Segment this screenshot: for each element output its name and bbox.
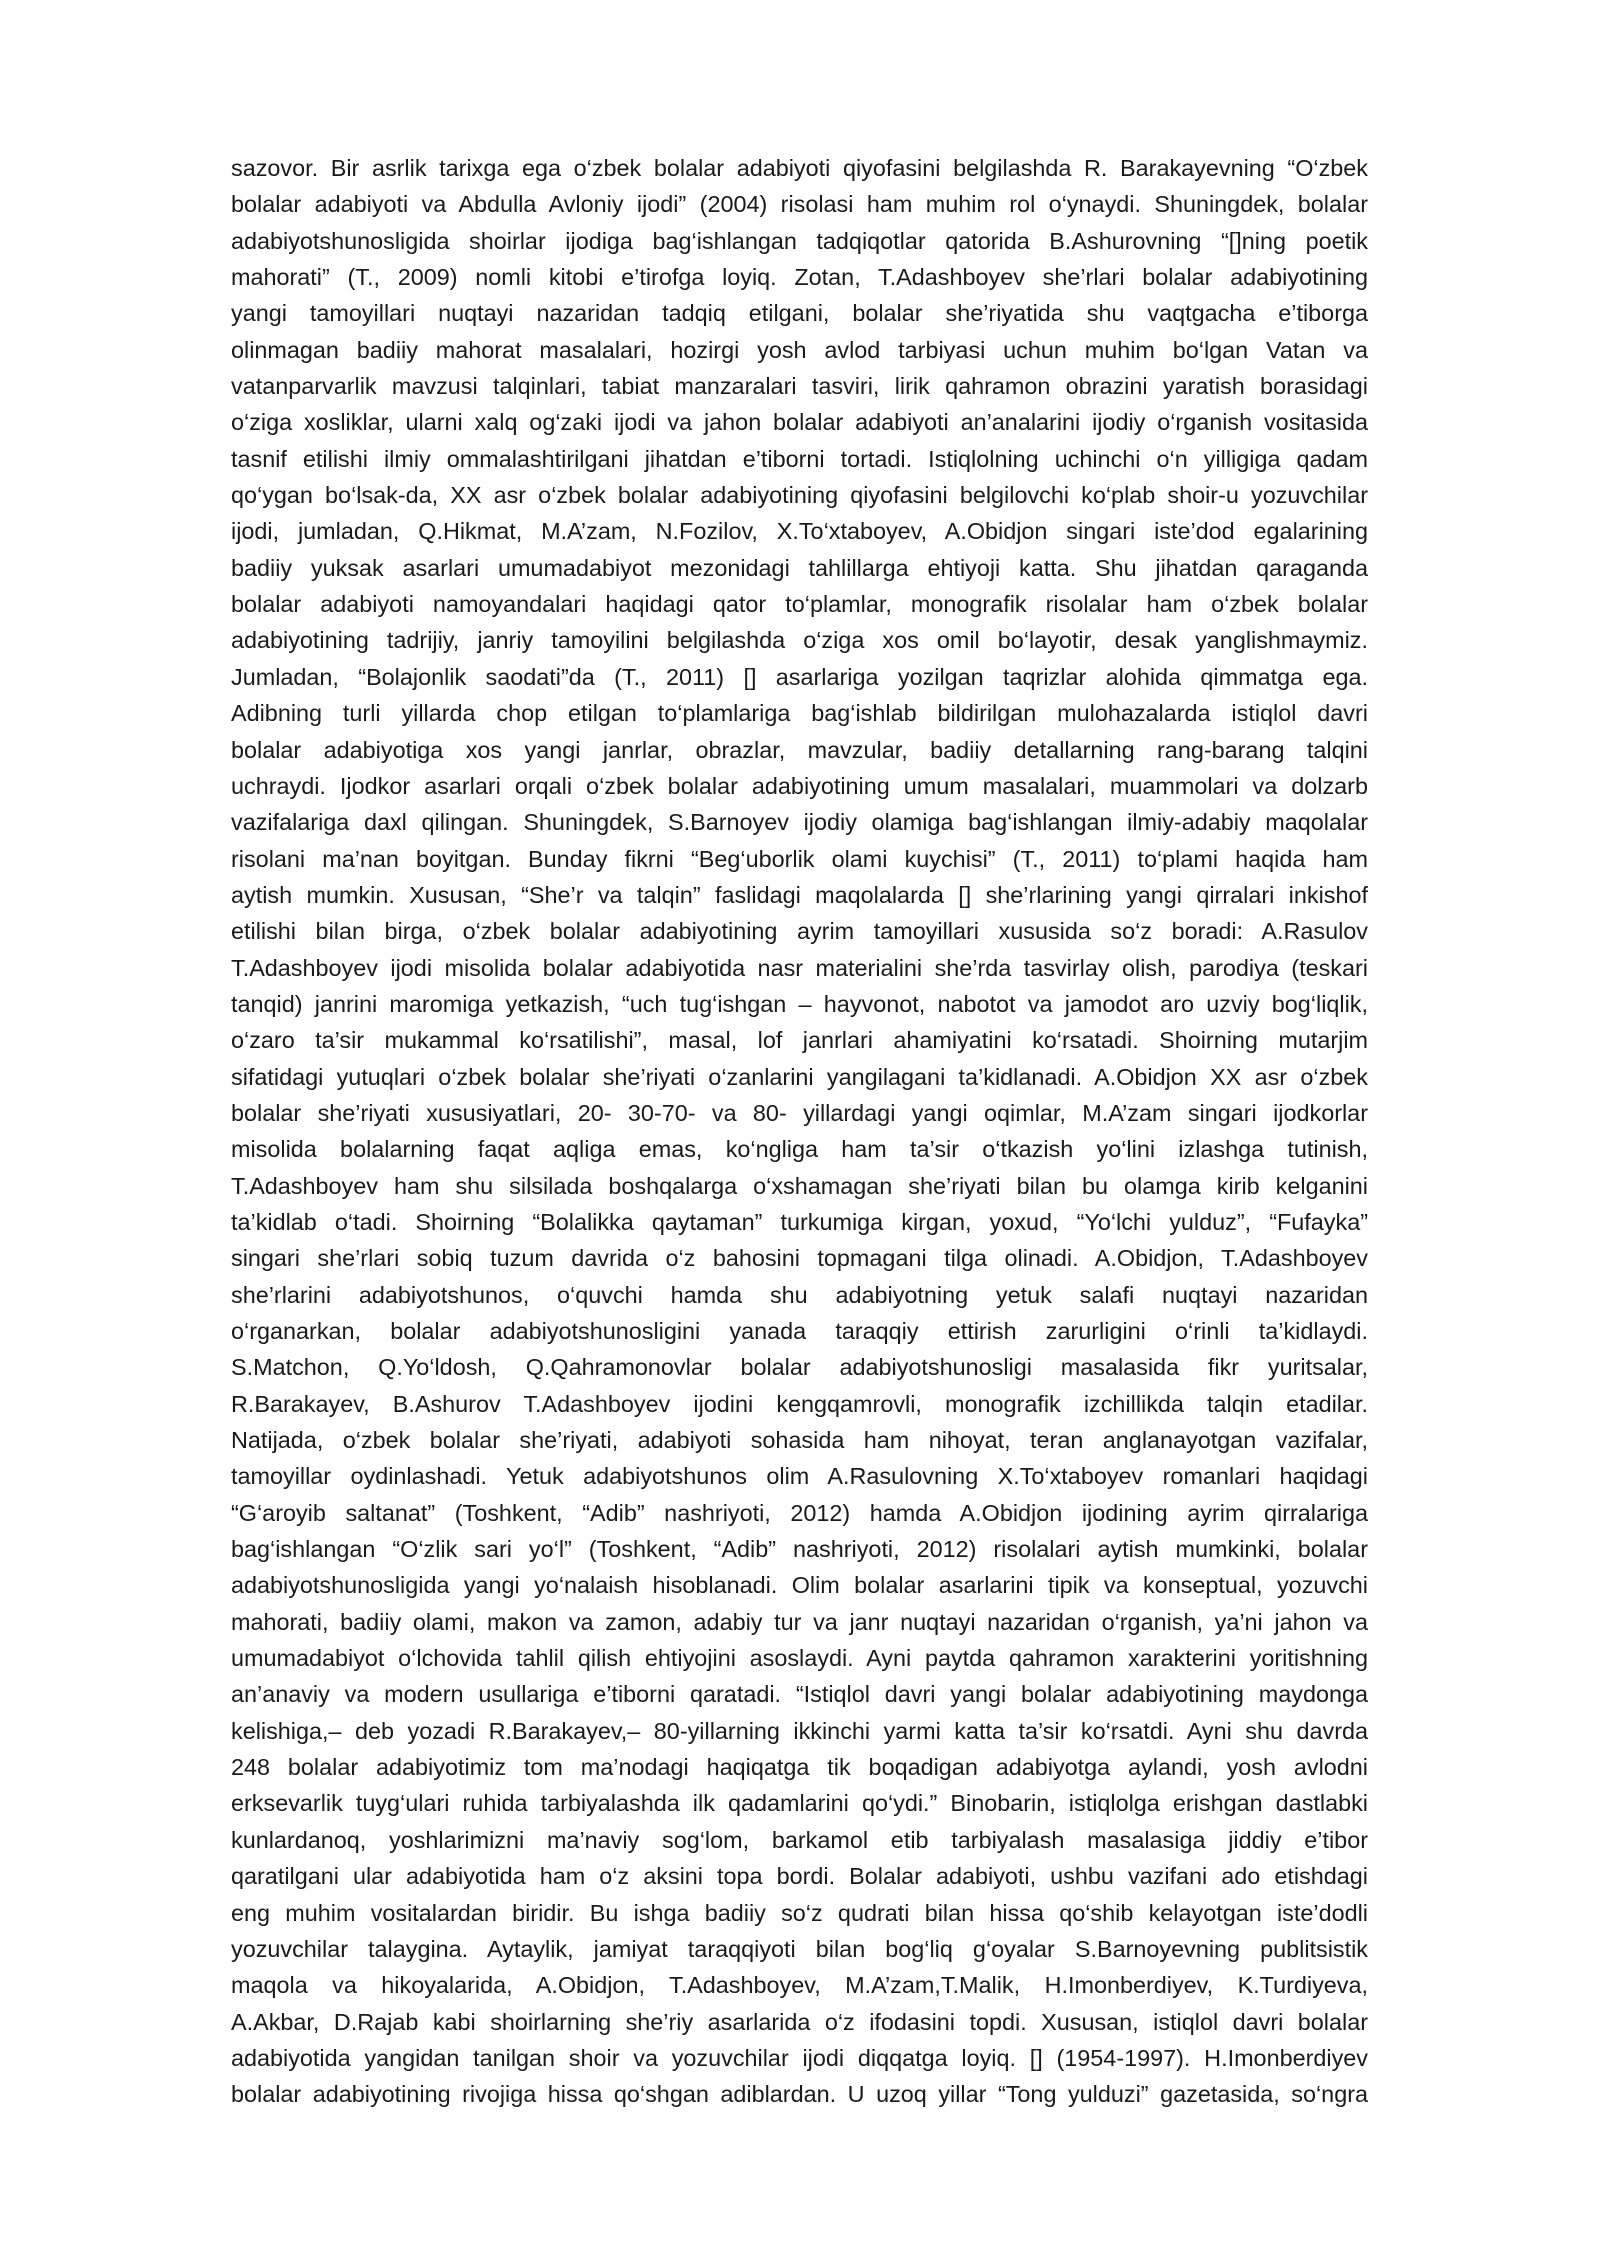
text-line: bag‘ishlangan “O‘zlik sari yo‘l” (Toshkent, “Adib” nashriyoti, 2012) risolalari aytish mumkinki, bolalar xyxy=(231,1536,1368,1563)
text-line: o‘zaro ta’sir mukammal ko‘rsatilishi”, masal, lof janrlari ahamiyatini ko‘rsatadi. Shoirning mutarjim xyxy=(231,1027,1368,1054)
text-line: A.Akbar, D.Rajab kabi shoirlarning she’riy asarlarida o‘z ifodasini topdi. Xususan, istiqlol davri bolalar xyxy=(231,2008,1368,2035)
text-line: singari she’rlari sobiq tuzum davrida o‘z bahosini topmagani tilga olinadi. A.Obidjon, T.Adashboyev xyxy=(231,1245,1368,1272)
text-line: bolalar adabiyotining rivojiga hissa qo‘shgan adiblardan. U uzoq yillar “Tong yulduzi” gazetasida, so‘ngra xyxy=(231,2081,1368,2108)
text-line: yozuvchilar talaygina. Aytaylik, jamiyat taraqqiyoti bilan bog‘liq g‘oyalar S.Barnoyevning publitsistik xyxy=(231,1935,1368,1962)
text-line: bolalar adabiyoti namoyandalari haqidagi qator to‘plamlar, monografik risolalar ham o‘zbek bolalar xyxy=(231,591,1368,618)
text-line: erksevarlik tuyg‘ulari ruhida tarbiyalashda ilk qadamlarini qo‘ydi.” Binobarin, istiqlolga erishgan dastlabki xyxy=(231,1790,1368,1817)
text-line: umumadabiyot o‘lchovida tahlil qilish ehtiyojini asoslaydi. Ayni paytda qahramon xarakterini yoritishning xyxy=(231,1645,1368,1672)
text-line: Natijada, o‘zbek bolalar she’riyati, adabiyoti sohasida ham nihoyat, teran anglanayotgan vazifalar, xyxy=(231,1427,1368,1454)
text-line: bolalar she’riyati xususiyatlari, 20- 30-70- va 80- yillardagi yangi oqimlar, M.A’zam singari ijodkorlar xyxy=(231,1099,1368,1126)
text-line: etilishi bilan birga, o‘zbek bolalar adabiyotining ayrim tamoyillari xususida so‘z boradi: A.Rasulov xyxy=(231,918,1368,945)
text-line: tanqid) janrini maromiga yetkazish, “uch tug‘ishgan – hayvonot, nabotot va jamodot aro uzviy bog‘liqlik, xyxy=(231,990,1368,1017)
text-line: tamoyillar oydinlashadi. Yetuk adabiyotshunos olim A.Rasulovning X.To‘xtaboyev romanlari haqidagi xyxy=(231,1463,1368,1490)
text-line: “G‘aroyib saltanat” (Toshkent, “Adib” nashriyoti, 2012) hamda A.Obidjon ijodining ayrim qirralariga xyxy=(231,1499,1368,1526)
text-line: vazifalariga daxl qilingan. Shuningdek, S.Barnoyev ijodiy olamiga bag‘ishlangan ilmiy-adabiy maqolalar xyxy=(231,809,1368,836)
text-line: aytish mumkin. Xususan, “She’r va talqin” faslidagi maqolalarda [] she’rlarining yangi qirralari inkishof xyxy=(231,881,1368,908)
text-line: kelishiga,– deb yozadi R.Barakayev,– 80-yillarning ikkinchi yarmi katta ta’sir ko‘rsatdi. Ayni shu davrda xyxy=(231,1717,1368,1744)
text-line: T.Adashboyev ham shu silsilada boshqalarga o‘xshamagan she’riyati bilan bu olamga kirib kelganini xyxy=(231,1172,1368,1199)
text-line: bolalar adabiyoti va Abdulla Avloniy ijodi” (2004) risolasi ham muhim rol o‘ynaydi. Shuningdek, bolalar xyxy=(231,191,1368,218)
text-line: sazovor. Bir asrlik tarixga ega o‘zbek bolalar adabiyoti qiyofasini belgilashda R. Barakayevning “O‘zbek xyxy=(231,155,1368,181)
text-line: risolani ma’nan boyitgan. Bunday fikrni “Beg‘uborlik olami kuychisi” (T., 2011) to‘plami haqida ham xyxy=(231,845,1368,872)
text-line: 248 bolalar adabiyotimiz tom ma’nodagi haqiqatga tik boqadigan adabiyotga aylandi, yosh avlodni xyxy=(231,1754,1368,1781)
text-line: ijodi, jumladan, Q.Hikmat, M.A’zam, N.Fozilov, X.To‘xtaboyev, A.Obidjon singari iste’dod egalarining xyxy=(231,518,1368,545)
text-line: qaratilgani ular adabiyotida ham o‘z aksini topa bordi. Bolalar adabiyoti, ushbu vazifani ado etishdagi xyxy=(231,1863,1368,1890)
text-line: an’anaviy va modern usullariga e’tiborni qaratadi. “Istiqlol davri yangi bolalar adabiyotining maydonga xyxy=(231,1681,1368,1708)
text-line: R.Barakayev, B.Ashurov T.Adashboyev ijodini kengqamrovli, monografik izchillikda talqin etadilar. xyxy=(231,1390,1368,1417)
text-line: o‘rganarkan, bolalar adabiyotshunosligini yanada taraqqiy ettirish zarurligini o‘rinli ta’kidlaydi. xyxy=(231,1318,1368,1344)
text-line: she’rlarini adabiyotshunos, o‘quvchi hamda shu adabiyotning yetuk salafi nuqtayi nazaridan xyxy=(231,1281,1368,1308)
text-line: qo‘ygan bo‘lsak-da, XX asr o‘zbek bolalar adabiyotining qiyofasini belgilovchi ko‘plab shoir-u yozuvchilar xyxy=(231,482,1368,509)
text-line: tasnif etilishi ilmiy ommalashtirilgani jihatdan e’tiborni tortadi. Istiqlolning uchinchi o‘n yilligiga qadam xyxy=(231,445,1368,472)
text-line: mahorati” (T., 2009) nomli kitobi e’tirofga loyiq. Zotan, T.Adashboyev she’rlari bolalar adabiyotining xyxy=(231,264,1368,291)
text-line: sifatidagi yutuqlari o‘zbek bolalar she’riyati o‘zanlarini yangilagani ta’kidlanadi. A.Obidjon XX asr o‘zbek xyxy=(231,1063,1368,1090)
text-line: kunlardanoq, yoshlarimizni ma’naviy sog‘lom, barkamol etib tarbiyalash masalasiga jiddiy e’tibor xyxy=(231,1826,1368,1853)
text-line: bolalar adabiyotiga xos yangi janrlar, obrazlar, mavzular, badiiy detallarning rang-barang talqini xyxy=(231,736,1368,763)
text-line: maqola va hikoyalarida, A.Obidjon, T.Adashboyev, M.A’zam,T.Malik, H.Imonberdiyev, K.Turdiyeva, xyxy=(231,1972,1368,1999)
text-line: T.Adashboyev ijodi misolida bolalar adabiyotida nasr materialini she’rda tasvirlay olish, parodiya (teskari xyxy=(231,954,1368,981)
text-line: olinmagan badiiy mahorat masalalari, hozirgi yosh avlod tarbiyasi uchun muhim bo‘lgan Vatan va xyxy=(231,336,1368,363)
text-line: ta’kidlab o‘tadi. Shoirning “Bolalikka qaytaman” turkumiga kirgan, yoxud, “Yo‘lchi yulduz”, “Fufayka” xyxy=(231,1208,1368,1235)
text-line: vatanparvarlik mavzusi talqinlari, tabiat manzaralari tasviri, lirik qahramon obrazini yaratish borasidagi xyxy=(231,373,1368,400)
text-line: eng muhim vositalardan biridir. Bu ishga badiiy so‘z qudrati bilan hissa qo‘shib kelayotgan iste’dodli xyxy=(231,1899,1368,1926)
text-line: o‘ziga xosliklar, ularni xalq og‘zaki ijodi va jahon bolalar adabiyoti an’analarini ijodiy o‘rganish vositasida xyxy=(231,409,1368,436)
text-line: badiiy yuksak asarlari umumadabiyot mezonidagi tahlillarga ehtiyoji katta. Shu jihatdan qaraganda xyxy=(231,554,1368,581)
text-line: adabiyotshunosligida yangi yo‘nalaish hisoblanadi. Olim bolalar asarlarini tipik va konseptual, yozuvchi xyxy=(231,1572,1368,1599)
text-line: yangi tamoyillari nuqtayi nazaridan tadqiq etilgani, bolalar she’riyatida shu vaqtgacha e’tiborga xyxy=(231,300,1368,327)
text-line: Jumladan, “Bolajonlik saodati”da (T., 2011) [] asarlariga yozilgan taqrizlar alohida qimmatga ega. xyxy=(231,663,1368,690)
text-line: adabiyotida yangidan tanilgan shoir va yozuvchilar ijodi diqqatga loyiq. [] (1954-1997). H.Imonberdiyev xyxy=(231,2044,1368,2071)
text-line: misolida bolalarning faqat aqliga emas, ko‘ngliga ham ta’sir o‘tkazish yo‘lini izlashga tutinish, xyxy=(231,1136,1368,1163)
text-line: uchraydi. Ijodkor asarlari orqali o‘zbek bolalar adabiyotining umum masalalari, muammolari va dolzarb xyxy=(231,772,1368,799)
text-line: adabiyotining tadrijiy, janriy tamoyilini belgilashda o‘ziga xos omil bo‘layotir, desak yanglishmaymiz. xyxy=(231,627,1368,654)
text-line: Adibning turli yillarda chop etilgan to‘plamlariga bag‘ishlab bildirilgan mulohazalarda istiqlol davri xyxy=(231,700,1368,727)
body-text xyxy=(231,150,1368,2113)
text-line: S.Matchon, Q.Yo‘ldosh, Q.Qahramonovlar bolalar adabiyotshunosligi masalasida fikr yuritsalar, xyxy=(231,1354,1368,1381)
text-line: adabiyotshunosligida shoirlar ijodiga bag‘ishlangan tadqiqotlar qatorida B.Ashurovning “[]ning poetik xyxy=(231,227,1368,254)
text-line: mahorati, badiiy olami, makon va zamon, adabiy tur va janr nuqtayi nazaridan o‘rganish, ya’ni jahon va xyxy=(231,1608,1368,1635)
